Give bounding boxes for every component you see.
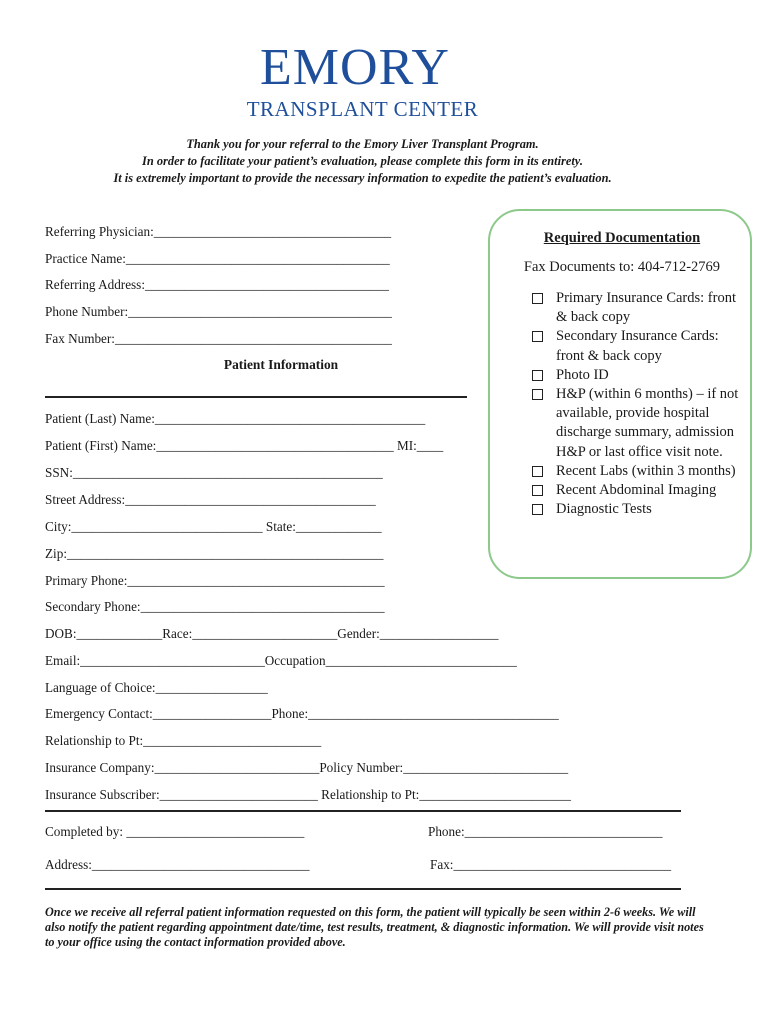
checklist-item [530,289,740,327]
checkbox[interactable] [532,331,543,342]
emory-logo-wordmark: EMORY [260,39,450,96]
fax-number-field[interactable]: Fax Number:__________________________________________ [45,331,392,346]
practice-name-field[interactable]: Practice Name:________________________________________ [45,251,390,266]
intro-line: It is extremely important to provide the necessary information to expedite the patient’s evaluation. [113,171,612,185]
email-occupation-field[interactable]: Email:____________________________Occupation_____________________________ [45,653,517,668]
city-state-field[interactable]: City:_____________________________ State:_____________ [45,519,382,534]
street-address-field[interactable]: Street Address:______________________________________ [45,492,376,507]
checklist-item [530,385,740,462]
patient-first-name-field[interactable]: Patient (First) Name:____________________________________ MI:____ [45,438,444,453]
section-divider [45,888,681,890]
language-field[interactable]: Language of Choice:_________________ [45,680,268,695]
insurance-subscriber-field[interactable]: Insurance Subscriber:________________________ Relationship to Pt:_______________________ [45,787,571,802]
checklist-item-label: Diagnostic Tests [556,501,652,518]
checklist-item [530,462,740,481]
primary-phone-field[interactable]: Primary Phone:_______________________________________ [45,573,385,588]
checklist-item [530,327,740,365]
relationship-field[interactable]: Relationship to Pt:___________________________ [45,733,322,748]
transplant-center-logo-text: TRANSPLANT CENTER [246,97,479,121]
checkbox[interactable] [532,504,543,515]
fax-documents-line: Fax Documents to: 404-712-2769 [523,259,721,275]
checklist-item-label: H&P (within 6 months) – if not available, provide hospital discharge summary, admission H&P or last office visit note. [556,386,739,460]
intro-line: In order to facilitate your patient’s evaluation, please complete this form in its entirety. [142,154,583,168]
intro-text [0,136,725,187]
documentation-checklist [530,289,740,519]
intro-line: Thank you for your referral to the Emory Liver Transplant Program. [186,137,539,151]
completed-by-field[interactable]: Completed by: ___________________________ [45,824,305,839]
checklist-item-label: Recent Abdominal Imaging [556,482,717,499]
section-divider [45,810,681,812]
checkbox[interactable] [532,293,543,304]
phone-number-field[interactable]: Phone Number:________________________________________ [45,304,392,319]
section-divider [45,396,467,398]
completed-address-field[interactable]: Address:_________________________________ [45,857,310,872]
checklist-item-label: Photo ID [556,366,609,383]
ssn-field[interactable]: SSN:_______________________________________________ [45,465,383,480]
checklist-item [530,366,740,385]
emergency-contact-field[interactable]: Emergency Contact:__________________Phone:______________________________________ [45,706,559,721]
insurance-company-field[interactable]: Insurance Company:_________________________Policy Number:_________________________ [45,760,569,775]
required-documentation-title: Required Documentation [543,230,701,246]
checklist-item [530,500,740,519]
checklist-item-label: Primary Insurance Cards: front & back copy [556,290,736,326]
patient-information-heading: Patient Information [223,357,339,372]
checkbox[interactable] [532,466,543,477]
zip-field[interactable]: Zip:________________________________________________ [45,546,384,561]
required-documentation-box [488,209,752,579]
completed-fax-field[interactable]: Fax:_________________________________ [430,857,672,872]
checkbox[interactable] [532,389,543,400]
referring-address-field[interactable]: Referring Address:_____________________________________ [45,277,389,292]
dob-race-gender-field[interactable]: DOB:_____________Race:______________________Gender:__________________ [45,626,499,641]
checklist-item-label: Secondary Insurance Cards: front & back copy [556,328,719,364]
checkbox[interactable] [532,485,543,496]
checklist-item [530,481,740,500]
footer-note: Once we receive all referral patient information requested on this form, the patient will typically be seen within 2-6 weeks. We will also notify the patient regarding appointment date/time, test results, treatment, & diagnostic information. We will provide visit notes to your office using the contact information provided above. [45,905,704,949]
patient-last-name-field[interactable]: Patient (Last) Name:_________________________________________ [45,411,426,426]
referring-physician-field[interactable]: Referring Physician:____________________________________ [45,224,392,239]
completed-phone-field[interactable]: Phone:______________________________ [428,824,663,839]
checklist-item-label: Recent Labs (within 3 months) [556,462,736,479]
checkbox[interactable] [532,370,543,381]
secondary-phone-field[interactable]: Secondary Phone:_____________________________________ [45,599,385,614]
